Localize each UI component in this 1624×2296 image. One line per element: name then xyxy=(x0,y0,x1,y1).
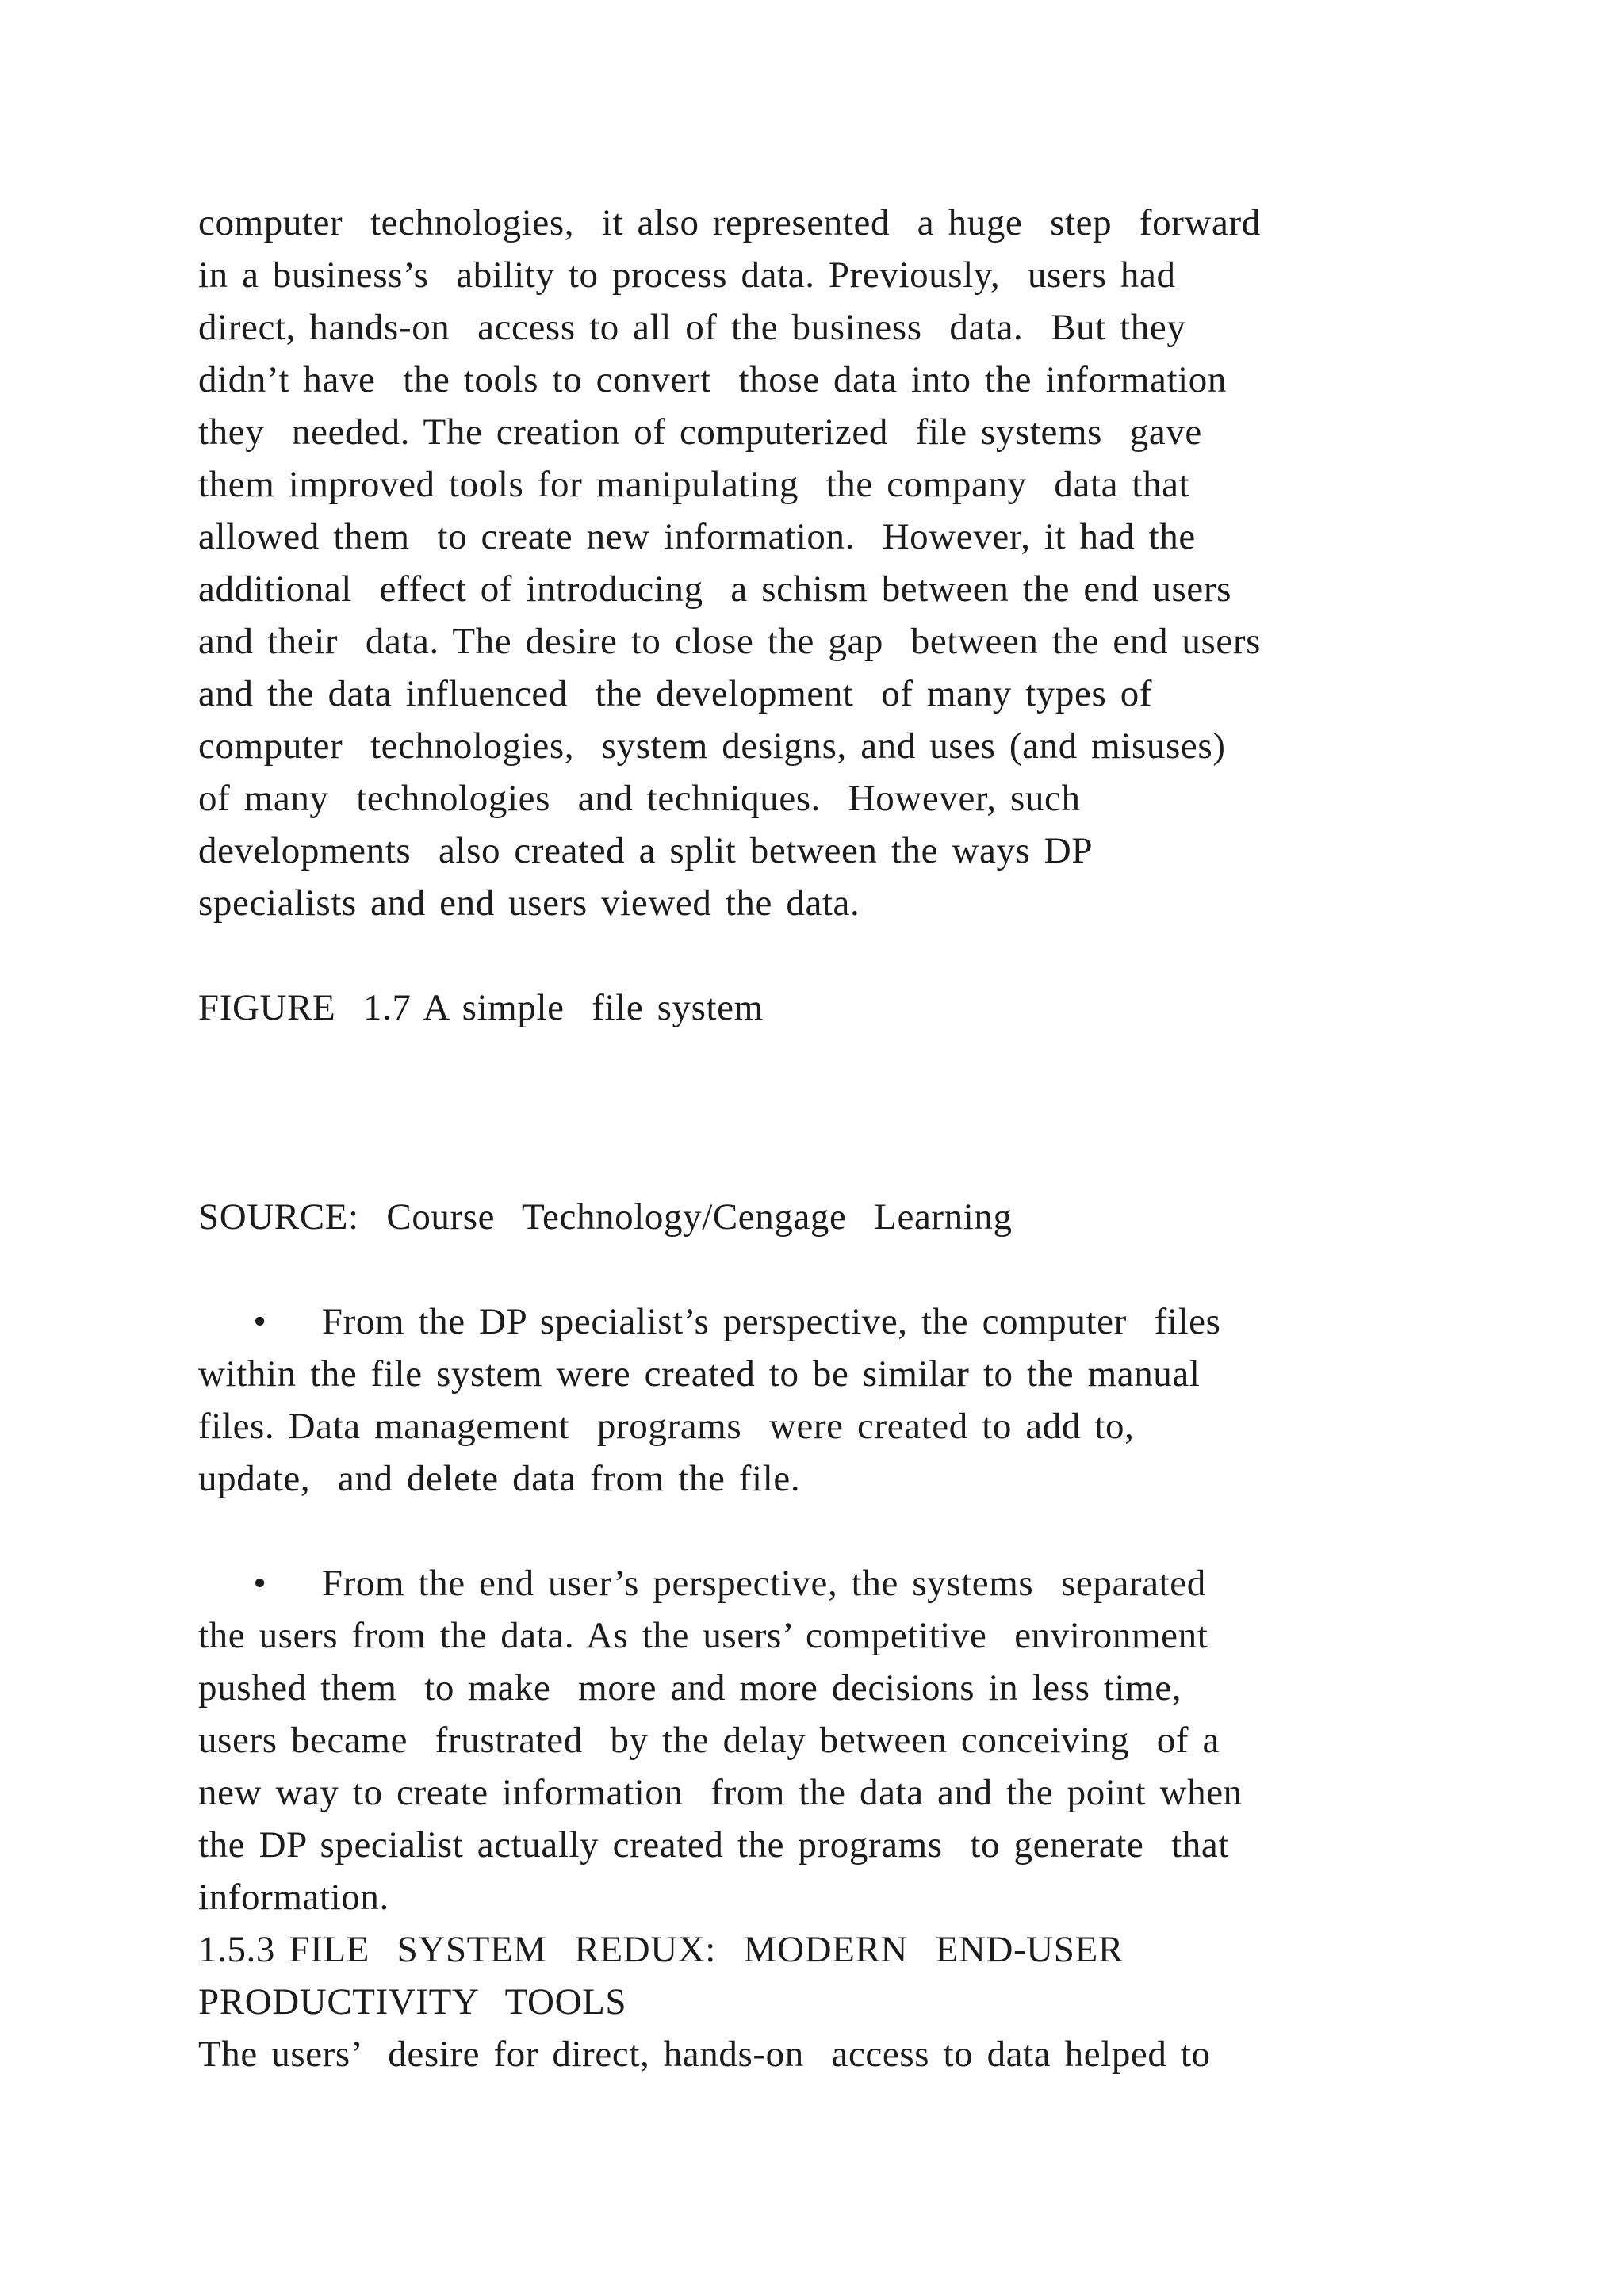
text-line: • From the DP specialist’s perspective, the computer files xyxy=(198,1301,1221,1342)
source-credit xyxy=(198,1191,1013,1243)
text-line: 1.5.3 FILE SYSTEM REDUX: MODERN END-USER xyxy=(198,1929,1124,1970)
text-line: and the data influenced the development of many types of xyxy=(198,673,1153,714)
text-line: computer technologies, system designs, and uses (and misuses) xyxy=(198,725,1226,767)
text-line: PRODUCTIVITY TOOLS xyxy=(198,1981,627,2022)
text-line: users became frustrated by the delay between conceiving of a xyxy=(198,1720,1220,1761)
text-line: of many technologies and techniques. However, such xyxy=(198,778,1081,819)
text-line: within the file system were created to be similar to the manual xyxy=(198,1353,1201,1395)
bullet-item xyxy=(198,1295,1220,1505)
section-heading xyxy=(198,1923,1124,2028)
text-line: computer technologies, it also represented a huge step forward xyxy=(198,202,1261,243)
text-line: additional effect of introducing a schism between the end users xyxy=(198,568,1232,610)
text-line: developments also created a split between the ways DP xyxy=(198,830,1094,871)
text-line: direct, hands-on access to all of the business data. But they xyxy=(198,307,1186,348)
text-line: The users’ desire for direct, hands-on access to data helped to xyxy=(198,2034,1211,2075)
body-paragraph xyxy=(198,2028,1211,2080)
text-line: they needed. The creation of computerized file systems gave xyxy=(198,411,1202,453)
text-line: update, and delete data from the file. xyxy=(198,1458,801,1499)
body-paragraph xyxy=(198,197,1261,929)
bullet-item xyxy=(198,1557,1243,1923)
text-line: didn’t have the tools to convert those data into the information xyxy=(198,359,1227,400)
text-line: the DP specialist actually created the programs to generate that xyxy=(198,1824,1230,1866)
text-line: them improved tools for manipulating the company data that xyxy=(198,464,1190,505)
text-line: information. xyxy=(198,1877,389,1918)
text-line: the users from the data. As the users’ competitive environment xyxy=(198,1615,1208,1656)
text-line: and their data. The desire to close the gap between the end users xyxy=(198,621,1262,662)
text-line: FIGURE 1.7 A simple file system xyxy=(198,987,764,1028)
text-line: allowed them to create new information. However, it had the xyxy=(198,516,1196,557)
text-line: SOURCE: Course Technology/Cengage Learning xyxy=(198,1196,1013,1238)
text-line: • From the end user’s perspective, the systems separated xyxy=(198,1563,1206,1604)
text-line: files. Data management programs were created to add to, xyxy=(198,1406,1135,1447)
text-line: specialists and end users viewed the data. xyxy=(198,882,860,924)
figure-caption xyxy=(198,982,764,1034)
text-line: in a business’s ability to process data. Previously, users had xyxy=(198,254,1176,296)
text-line: pushed them to make more and more decisions in less time, xyxy=(198,1667,1182,1709)
text-line: new way to create information from the data and the point when xyxy=(198,1772,1243,1813)
